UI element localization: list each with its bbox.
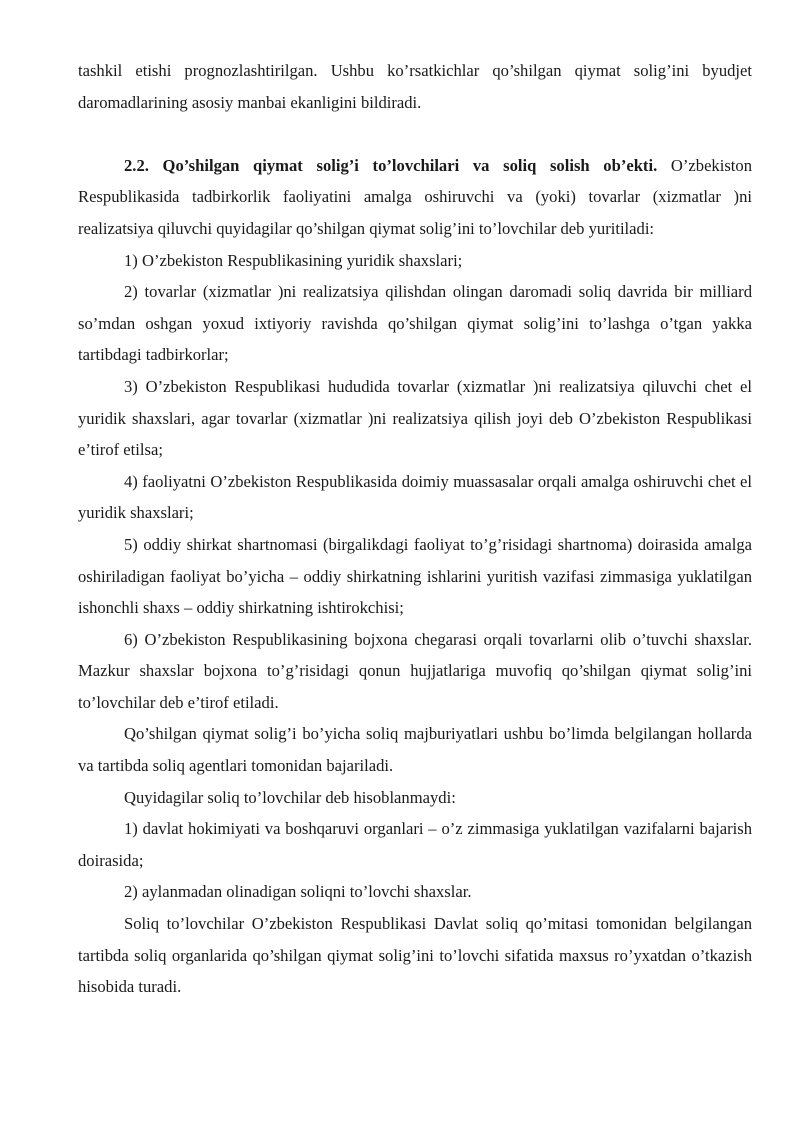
agents-paragraph: Qo’shilgan qiymat solig’i bo’yicha soliq majburiyatlari ushbu bo’limda belgilangan hollarda va tartibda soliq agentlari tomonidan bajariladi. [78, 724, 752, 776]
payers-list-item: 2) tovarlar (xizmatlar )ni realizatsiya qilishdan olingan daromadi soliq davrida bir milliard so’mdan oshgan yoxud ixtiyoriy ravishda qo’shilgan qiymat solig’ini to’lashga o’tgan yakka tartibdagi tadbirkorlar; [78, 282, 752, 365]
payers-list-item: 5) oddiy shirkat shartnomasi (birgalikdagi faoliyat to’g’risidagi shartnoma) doirasida amalga oshiriladigan faoliyat bo’yicha – oddiy shirkatning ishlarini yuritish vazifasi zimmasiga yuklatilgan ishonchli shaxs – oddiy shirkatning ishtirokchisi; [78, 534, 752, 618]
payers-list-item: 6) O’zbekiston Respublikasining bojxona chegarasi orqali tovarlarni olib o’tuvchi shaxslar. Mazkur shaxslar bojxona to’g’risidagi qonun hujjatlariga muvofiq qo’shilgan qiymat solig’ini to’lovchilar deb e’tirof etiladi. [78, 629, 752, 712]
non-payers-list-item: 2) aylanmadan olinadigan soliqni to’lovchi shaxslar. [124, 882, 472, 902]
non-payers-list-item: 1) davlat hokimiyati va boshqaruvi organlari – o’z zimmasiga yuklatilgan vazifalarni bajarish doirasida; [78, 819, 752, 870]
payers-list-item: 3) O’zbekiston Respublikasi hududida tovarlar (xizmatlar )ni realizatsiya qiluvchi chet el yuridik shaxslari, agar tovarlar (xizmatlar )ni realizatsiya qilish joyi deb O’zbekiston Respublikasi e’tirof etilsa; [78, 376, 752, 460]
registration-paragraph: Soliq to’lovchilar O’zbekiston Respublikasi Davlat soliq qo’mitasi tomonidan belgilangan tartibda soliq organlarida qo’shilgan qiymat solig’ini to’lovchi sifatida maxsus ro’yxatdan o’tkazish hisobida turadi. [78, 914, 752, 997]
section-paragraph [78, 150, 752, 245]
section-lead-text: O’zbekiston Respublikasida tadbirkorlik faoliyatini amalga oshiruvchi va (yoki) tovarlar (xizmatlar )ni realizatsiya qiluvchi quyidagilar qo’shilgan qiymat solig’ini to’lovchilar deb yuritiladi: [78, 155, 752, 238]
payers-list-item: 1) O’zbekiston Respublikasining yuridik shaxslari; [124, 250, 463, 270]
document-page [78, 55, 752, 1003]
section-heading: 2.2. Qo’shilgan qiymat solig’i to’lovchilari va soliq solish ob’ekti. [124, 155, 658, 175]
intro-paragraph: tashkil etishi prognozlashtirilgan. Ushbu ko’rsatkichlar qo’shilgan qiymat solig’ini byudjet daromadlarining asosiy manbai ekanligini bildiradi. [78, 61, 752, 112]
non-payers-intro: Quyidagilar soliq to’lovchilar deb hisoblanmaydi: [124, 787, 456, 807]
payers-list-item: 4) faoliyatni O’zbekiston Respublikasida doimiy muassasalar orqali amalga oshiruvchi chet el yuridik shaxslari; [78, 471, 752, 523]
